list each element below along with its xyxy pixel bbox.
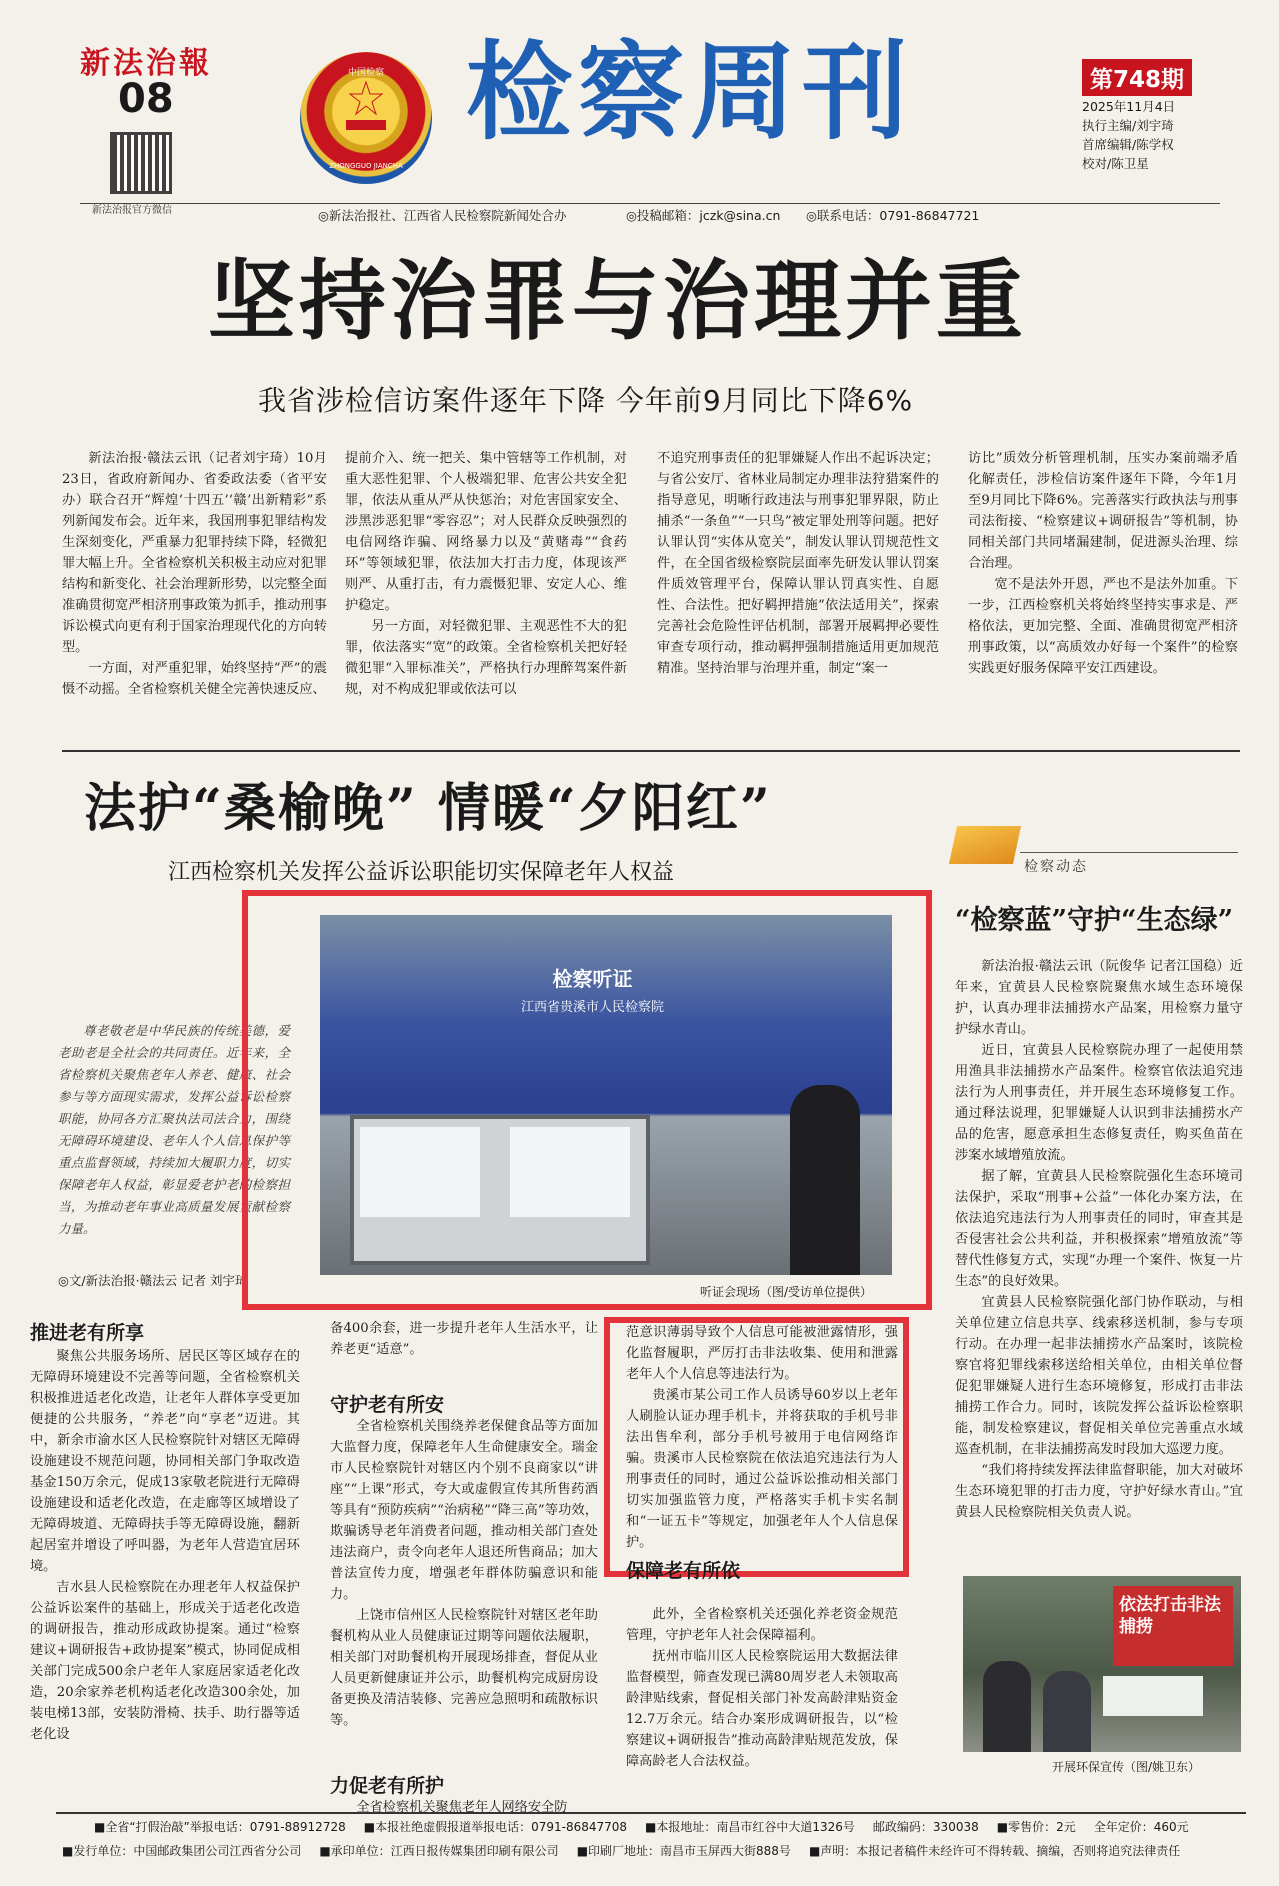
section-title: 推进老有所享 — [30, 1322, 145, 1344]
section-divider — [62, 750, 1240, 752]
intro-text: 尊老敬老是中华民族的传统美德，爱老助老是全社会的共同责任。近年来，全省检察机关聚焦老年人养老、健康、社会参与等方面现实需求，发挥公益诉讼检察职能，协同各方汇聚执法司法合力，围绕无障碍环境建设、老年人个人信息保护等重点监督领域，持续加大履职力度，切实保障老年人权益，彰显爱老护老的检察担当，为推动老年事业高质量发展贡献检察力量。 — [58, 1023, 290, 1236]
sidebar-photo — [963, 1576, 1241, 1752]
table — [1103, 1676, 1203, 1716]
footer-item: ■本报地址：南昌市红谷中大道1326号 — [645, 1820, 855, 1834]
feature-column-3-upper — [626, 1322, 898, 1553]
paragraph: 聚焦公共服务场所、居民区等区域存在的无障碍环境建设不完善等问题，全省检察机关积极推进适老化改造，让老年人群体享受更加便捷的公共服务，“养老”向“享老”迈进。其中，新余市渝水区人民检察院针对辖区无障碍设施建设不规范问题，协同相关部门争取改造基金150万余元，促成13家敬老院进行无障碍设施建设和适老化改造，在走廊等区域增设了无障碍坡道、无障碍扶手等无障碍设施，翻新起居室并增设了呼叫器，为老年人营造宜居环境。 — [30, 1349, 300, 1574]
feature-column-3-lower — [626, 1604, 898, 1772]
paragraph: 抚州市临川区人民检察院运用大数据法律监督模型，筛查发现已满80周岁老人未领取高龄津贴线索，督促相关部门补发高龄津贴资金12.7万余元。结合办案形成调研报告，以“检察建议+调研报告”推动高龄津贴规范发放，保障高龄老人合法权益。 — [626, 1649, 898, 1769]
footer-item: ■发行单位：中国邮政集团公司江西省分公司 — [62, 1844, 302, 1858]
paragraph: 另一方面，对轻微犯罪、主观恶性不大的犯罪，依法落实“宽”的政策。全省检察机关把好轻微犯罪“入罪标准关”，严格执行办理醉驾案件新规，对不构成犯罪或依法可以 — [345, 619, 627, 697]
photo-caption: 听证会现场（图/受访单位提供） — [700, 1285, 873, 1299]
paragraph: 此外，全省检察机关还强化养老资金规范管理，守护老年人社会保障福利。 — [626, 1607, 898, 1643]
paragraph: 新法治报·赣法云讯（阮俊华 记者江国稳）近年来，宜黄县人民检察院聚焦水域生态环境保护，认真办理非法捕捞水产品案，用检察力量守护绿水青山。 — [955, 959, 1243, 1037]
paper-name: 新法治報 — [80, 46, 212, 81]
person-silhouette — [1043, 1671, 1091, 1752]
paragraph: 访比”质效分析管理机制，压实办案前端矛盾化解责任，涉检信访案件逐年下降，今年1月至9月同比下降6%。完善落实行政执法与刑事司法衔接、“检察建议+调研报告”等机制，协同相关部门共同堵漏建制，促进源头治理、综合治理。 — [968, 451, 1238, 571]
badge-underline — [1020, 852, 1238, 853]
feature-column-1 — [30, 1346, 300, 1745]
paragraph: 备400余套，进一步提升老年人生活水平，让养老更“适意”。 — [330, 1321, 598, 1357]
photo-banner: 检察听证 — [552, 967, 633, 991]
footer-item: ■全省“打假治敲”举报电话：0791-88912728 — [94, 1820, 346, 1834]
qr-caption: 新法治报官方微信 — [92, 205, 172, 216]
paragraph: 据了解，宜黄县人民检察院强化生态环境司法保护，采取“刑事+公益”一体化办案方法，在依法追究违法行为人刑事责任的同时，审查其是否侵害社会公共利益，并积极探索“增殖放流”等替代性修复方式，实现“办理一个案件、恢复一片生态”的良好效果。 — [955, 1169, 1243, 1289]
chief-editor: 首席编辑/陈学权 — [1082, 137, 1174, 152]
footer-item: ■印刷厂地址：南昌市玉屏西大街888号 — [576, 1844, 791, 1858]
publisher-info: ◎新法治报社、江西省人民检察院新闻处合办 — [318, 208, 567, 223]
lead-column-3 — [657, 448, 939, 679]
footer-item: ■承印单位：江西日报传媒集团印刷有限公司 — [319, 1844, 559, 1858]
sidebar-photo-caption: 开展环保宣传（图/姚卫东） — [1052, 1760, 1201, 1774]
contact-phone: ◎联系电话：0791-86847721 — [806, 208, 980, 223]
masthead-title: 检察周刊 — [466, 31, 914, 154]
photo-backdrop — [505, 963, 680, 1031]
emblem-pinyin: ZHONGGUO JIANCHA — [329, 162, 403, 170]
paragraph: 全省检察机关围绕养老保健食品等方面加大监督力度，保障老年人生命健康安全。瑞金市人民检察院针对辖区内个别不良商家以“讲座”“上课”形式，夸大或虚假宣传其所售药酒等具有“预防疾病”“治病秘”“降三高”等功效，欺骗诱导老年消费者问题，推动相关部门查处违法商户，责令向老年人退还所售商品；加大普法宣传力度，增强老年群体防骗意识和能力。 — [330, 1419, 598, 1602]
issue-info — [1082, 97, 1175, 173]
paragraph: 一方面，对严重犯罪，始终坚持“严”的震慑不动摇。全省检察机关健全完善快速反应、 — [62, 661, 327, 697]
section-title: 力促老有所护 — [330, 1775, 445, 1797]
issue-date: 2025年11月4日 — [1082, 99, 1176, 114]
footer-item: 全年定价：460元 — [1093, 1820, 1189, 1834]
paragraph: 提前介入、统一把关、集中管辖等工作机制，对重大恶性犯罪、个人极端犯罪、危害公共安全犯罪，依法从重从严从快惩治；对危害国家安全、涉黑涉恶犯罪“零容忍”；对人民群众反映强烈的电信网络诈骗、网络暴力以及“黄赌毒”“食药环”等领域犯罪，依法加大打击力度，体现该严则严、从重打击，有力震慑犯罪、安定人心、维护稳定。 — [345, 451, 627, 613]
lead-subhead: 我省涉检信访案件逐年下降 今年前9月同比下降6% — [258, 384, 914, 417]
footer-row-1 — [94, 1816, 1244, 1838]
footer-item: ■零售价：2元 — [996, 1820, 1076, 1834]
monitor-screen — [360, 1127, 480, 1217]
footer-item: ■本报社绝虚假报道举报电话：0791-86847708 — [363, 1820, 628, 1834]
sidebar-badge: 检察动态 — [1024, 859, 1088, 875]
header-divider — [80, 203, 1220, 204]
paragraph: 近日，宜黄县人民检察院办理了一起使用禁用渔具非法捕捞水产品案件。检察官依法追究违法行为人刑事责任，并开展生态环境修复工作。通过释法说理，犯罪嫌疑人认识到非法捕捞水产品的危害，愿意承担生态修复责任，购买鱼苗在涉案水域增殖放流。 — [955, 1043, 1243, 1163]
footer-divider — [56, 1812, 1246, 1814]
lead-column-1 — [62, 448, 327, 700]
executive-editor: 执行主编/刘宇琦 — [1082, 118, 1174, 133]
paragraph: 范意识薄弱导致个人信息可能被泄露情形，强化监督履职，严厉打击非法收集、使用和泄露老年人个人信息等违法行为。 — [626, 1325, 898, 1382]
feature-headline: 法护“桑榆晚” 情暖“夕阳红” — [84, 778, 772, 839]
paragraph: 新法治报·赣法云讯（记者刘宇琦）10月23日，省政府新闻办、省委政法委（省平安办）联合召开“辉煌‘十四五’‘赣’出新精彩”系列新闻发布会。近年来，我国刑事犯罪结构发生深刻变化，严重暴力犯罪持续下降，轻微犯罪大幅上升。全省检察机关积极主动应对犯罪结构和新变化、社会治理新形势，以完整全面准确贯彻宽严相济刑事政策为抓手，推动刑事诉讼模式向更有利于国家治理现代化的方向转型。 — [62, 451, 327, 655]
feature-column-2-lead — [330, 1318, 598, 1360]
feature-subhead: 江西检察机关发挥公益诉讼职能切实保障老年人权益 — [168, 860, 675, 885]
person-silhouette — [790, 1085, 860, 1275]
paragraph: 贵溪市某公司工作人员诱导60岁以上老年人刷脸认证办理手机卡，并将获取的手机号非法出售牟利，部分手机号被用于电信网络诈骗。贵溪市人民检察院在依法追究违法行为人刑事责任的同时，通过公益诉讼推动相关部门切实加强监管力度，严格落实手机卡实名制和“一证五卡”等规定，加强老年人个人信息保护。 — [626, 1388, 898, 1550]
lead-column-2 — [345, 448, 627, 700]
proofreader: 校对/陈卫星 — [1082, 156, 1149, 171]
footer-item: ■声明：本报记者稿件未经许可不得转载、摘编，否则将追究法律责任 — [808, 1844, 1181, 1858]
photo-banner: 依法打击非法捕捞 — [1113, 1586, 1233, 1666]
feature-byline: ◎文/新法治报·赣法云 记者 刘宇琦 — [58, 1273, 248, 1288]
monitor-screen — [510, 1127, 630, 1217]
paragraph: 上饶市信州区人民检察院针对辖区老年助餐机构从业人员健康证过期等问题依法履职，相关部门对助餐机构开展现场排查，督促从业人员更新健康证并公示，助餐机构完成厨房设备更换及清洁装修、完善应急照明和疏散标识等。 — [330, 1608, 598, 1728]
lead-column-4 — [968, 448, 1238, 679]
paragraph: 全省检察机关聚焦老年人网络安全防 — [356, 1800, 568, 1815]
paragraph: 不追究刑事责任的犯罪嫌疑人作出不起诉决定；与省公安厅、省林业局制定办理非法狩猎案件的指导意见，明晰行政违法与刑事犯罪界限，防止捕杀“一条鱼”“一只鸟”被定罪处刑等问题。把好认罪认罚“实体从宽关”，制发认罪认罚规范性文件，在全国省级检察院层面率先研发认罪认罚案件质效管理平台，保障认罪认罚真实性、自愿性、合法性。把好羁押措施“依法适用关”，探索完善社会危险性评估机制，部署开展羁押必要性审查专项行动，推动羁押强制措施适用更加规范精准。坚持治罪与治理并重，制定“案一 — [657, 451, 939, 676]
page-number: 08 — [118, 76, 174, 122]
person-silhouette — [983, 1661, 1031, 1752]
emblem-text: 中国检察 — [347, 68, 385, 78]
section-title: 守护老有所安 — [330, 1394, 445, 1416]
book-icon — [949, 826, 1021, 864]
section-title: 保障老有所依 — [626, 1560, 741, 1582]
paragraph: 宽不是法外开恩，严也不是法外加重。下一步，江西检察机关将始终坚持实事求是、严格依法，更加完整、全面、准确贯彻宽严相济刑事政策，以“高质效办好每一个案件”的检察实践更好服务保障平安江西建设。 — [968, 577, 1238, 676]
sidebar-text — [955, 956, 1243, 1523]
qr-code-icon — [110, 132, 172, 194]
issue-number: 第748期 — [1082, 59, 1192, 96]
feature-column-2 — [330, 1416, 598, 1731]
sidebar-headline: “检察蓝”守护“生态绿” — [955, 905, 1234, 936]
feature-column-2-tail — [330, 1797, 598, 1818]
lead-headline: 坚持治罪与治理并重 — [208, 250, 1027, 352]
paragraph: 宜黄县人民检察院强化部门协作联动，与相关单位建立信息共享、线索移送机制，参与专项行动。在办理一起非法捕捞水产品案时，该院检察官将犯罪线索移送给相关单位，由相关单位督促犯罪嫌疑人进行生态环境修复，形成打击非法捕捞工作合力。同时，该院发挥公益诉讼检察职能，制发检察建议，督促相关单位完善重点水域巡查机制，在非法捕捞高发时段加大巡逻力度。 — [955, 1295, 1243, 1457]
footer-item: 邮政编码：330038 — [872, 1820, 979, 1834]
procuratorate-emblem-icon — [300, 52, 432, 184]
submission-email: ◎投稿邮箱：jczk@sina.cn — [626, 208, 781, 223]
hearing-photo — [320, 915, 892, 1275]
photo-court-name: 江西省贵溪市人民检察院 — [520, 1000, 664, 1015]
footer-row-2 — [62, 1840, 1242, 1862]
paragraph: 吉水县人民检察院在办理老年人权益保护公益诉讼案件的基础上，形成关于适老化改造的调研报告，推动形成政协提案。通过“检察建议+调研报告+政协提案”模式，协同促成相关部门完成500余户老年人家庭居家适老化改造，20余家养老机构适老化改造300余处，加装电梯13部，安装防滑椅、扶手、助行器等适老化设 — [30, 1580, 300, 1742]
paragraph: “我们将持续发挥法律监督职能，加大对破坏生态环境犯罪的打击力度，守护好绿水青山。”宜黄县人民检察院相关负责人说。 — [955, 1463, 1243, 1520]
